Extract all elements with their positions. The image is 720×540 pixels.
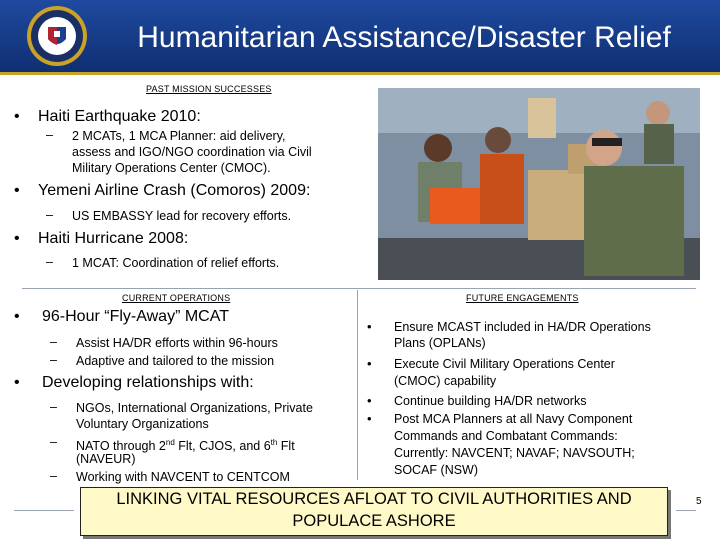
bullet-icon: •	[14, 230, 20, 247]
future-item-text: Currently: NAVCENT; NAVAF; NAVSOUTH;	[394, 446, 635, 460]
bullet-icon: •	[367, 393, 372, 408]
page-number: 5	[696, 496, 702, 507]
tagline-banner	[80, 487, 668, 536]
past-item-label: Haiti Hurricane 2008:	[38, 230, 189, 247]
current-item-subtext: Assist HA/DR efforts within 96-hours	[76, 336, 278, 350]
current-item-subtext: Voluntary Organizations	[76, 417, 209, 431]
current-item-subtext: NGOs, International Organizations, Private	[76, 401, 313, 415]
future-section-title: FUTURE ENGAGEMENTS	[466, 293, 579, 303]
past-item-subtext: 2 MCATs, 1 MCA Planner: aid delivery,	[72, 129, 286, 143]
dash-icon: –	[50, 435, 57, 449]
column-divider	[357, 290, 358, 480]
dash-icon: –	[46, 208, 53, 222]
current-item-subtext: (NAVEUR)	[76, 452, 136, 466]
past-item-subtext: Military Operations Center (CMOC).	[72, 161, 271, 175]
past-item-subtext: US EMBASSY lead for recovery efforts.	[72, 209, 292, 223]
current-item-subtext: NATO through 2nd Flt, CJOS, and 6th Flt	[76, 438, 295, 454]
dash-icon: –	[46, 128, 53, 142]
page-title: Humanitarian Assistance/Disaster Relief	[137, 21, 671, 54]
current-item-label: 96-Hour “Fly-Away” MCAT	[42, 308, 229, 325]
bullet-icon: •	[367, 411, 372, 426]
footer-rule	[14, 510, 74, 511]
future-item-text: Execute Civil Military Operations Center	[394, 357, 615, 371]
bullet-icon: •	[14, 108, 20, 125]
bullet-icon: •	[14, 308, 20, 325]
bullet-icon: •	[14, 374, 20, 391]
dash-icon: –	[50, 335, 57, 349]
bullet-icon: •	[367, 319, 372, 334]
future-item-text: Post MCA Planners at all Navy Component	[394, 412, 633, 426]
section-divider	[22, 288, 696, 289]
future-item-text: Plans (OPLANs)	[394, 336, 486, 350]
header-rule	[0, 72, 720, 75]
seal-logo	[26, 5, 88, 67]
future-item-text: Ensure MCAST included in HA/DR Operations	[394, 320, 651, 334]
banner-line: LINKING VITAL RESOURCES AFLOAT TO CIVIL AUTHORITIES AND	[116, 490, 632, 508]
dash-icon: –	[50, 400, 57, 414]
past-item-label: Yemeni Airline Crash (Comoros) 2009:	[38, 182, 311, 199]
future-item-text: Continue building HA/DR networks	[394, 394, 587, 408]
past-section-title: PAST MISSION SUCCESSES	[146, 84, 272, 94]
dash-icon: –	[46, 255, 53, 269]
current-item-label: Developing relationships with:	[42, 374, 254, 391]
footer-rule	[676, 510, 696, 511]
dash-icon: –	[50, 469, 57, 483]
future-item-text: SOCAF (NSW)	[394, 463, 479, 477]
current-item-subtext: Adaptive and tailored to the mission	[76, 354, 275, 368]
future-item-text: (CMOC) capability	[394, 374, 497, 388]
past-item-label: Haiti Earthquake 2010:	[38, 108, 201, 125]
sailors-unloading-boxes-photo	[378, 88, 700, 280]
past-item-subtext: 1 MCAT: Coordination of relief efforts.	[72, 256, 280, 270]
bullet-icon: •	[367, 356, 372, 371]
current-item-subtext: Working with NAVCENT to CENTCOM	[76, 470, 290, 484]
dash-icon: –	[50, 353, 57, 367]
banner-line: POPULACE ASHORE	[292, 512, 456, 530]
current-section-title: CURRENT OPERATIONS	[122, 293, 231, 303]
past-item-subtext: assess and IGO/NGO coordination via Civil	[72, 145, 312, 159]
future-item-text: Commands and Combatant Commands:	[394, 429, 618, 443]
bullet-icon: •	[14, 182, 20, 199]
